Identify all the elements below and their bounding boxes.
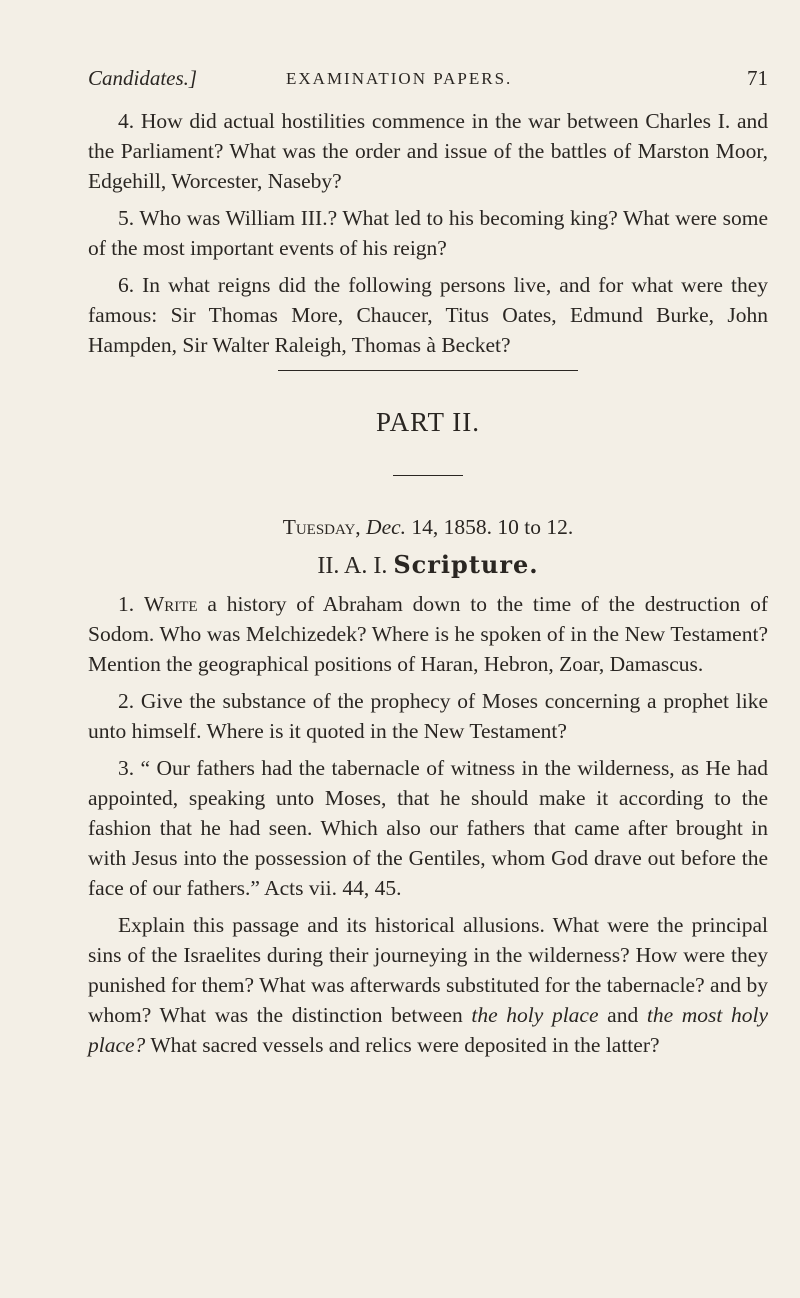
short-divider [393,475,463,476]
scripture-question-2: 2. Give the substance of the prophecy of Moses concerning a prophet like unto himself. Where is it quoted in the New Testament? [88,689,768,743]
exam-month: Dec. [366,515,407,539]
question-5: 5. Who was William III.? What led to his becoming king? What were some of the most important events of his reign? [88,206,768,260]
question-4: 4. How did actual hostilities commence in the war between Charles I. and the Parliament? What was the order and issue of the battles of Marston Moor, Edgehill, Worcester, Naseby? [88,109,768,193]
q3-holy-place: the holy place [471,1003,599,1027]
header-title: EXAMINATION PAPERS. [286,69,513,88]
q1-text: a history of Abraham down to the time of the destruction of Sodom. Who was Melchizedek? Where is he spoken of in the New Testament? Mention the geographical positions of Haran, Hebron, Zoar, Damascus. [88,592,769,676]
header-left: Candidates.] [88,66,198,90]
exam-date-time: 14, 1858. 10 to 12. [411,515,574,539]
q3-explain-a: Explain this passage and its historical allusions. What were the principal sins of the Israelites during their journeying in the wilderness? How were they punished for them? What was afterwards substituted for the tabernacle? and by whom? What was the distinction between [88,913,768,1027]
q3-and: and [607,1003,639,1027]
q1-number: 1. [118,592,135,616]
page-body [88,106,768,1067]
exam-date-line [88,512,768,542]
question-6: 6. In what reigns did the following persons live, and for what were they famous: Sir Thomas More, Chaucer, Titus Oates, Edmund Burke, John Hampden, Sir Walter Raleigh, Thomas à Becket? [88,273,768,357]
scripture-question-3-explain [88,910,768,1060]
q1-lead-word: Write [143,592,198,616]
exam-day: Tuesday, [282,515,361,539]
q3-explain-b: What sacred vessels and relics were deposited in the latter? [150,1033,660,1057]
scripture-question-1 [88,589,768,679]
section-title: Scripture. [393,550,539,579]
section-heading [88,549,768,582]
q3-most-holy-place: the most holy place? [88,1003,769,1057]
section-divider [278,370,578,371]
part-title: PART II. [376,407,480,437]
running-header [88,66,768,96]
section-code: II. A. I. [317,553,388,579]
scripture-question-3-quote: 3. “ Our fathers had the tabernacle of witness in the wilderness, as He had appointed, speaking unto Moses, that he should make it according to the fashion that he had seen. Which also our fathers that came after brought in with Jesus into the possession of the Gentiles, whom God drave out before the face of our fathers.” Acts vii. 44, 45. [88,756,768,900]
page-number: 71 [747,66,768,90]
